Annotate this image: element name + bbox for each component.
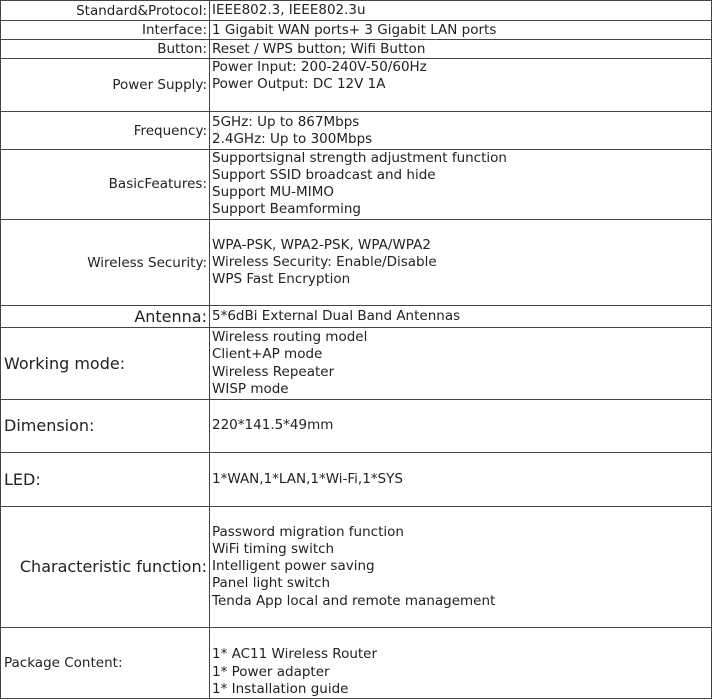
spec-value-line: WPS Fast Encryption (212, 271, 351, 288)
spec-value (210, 306, 712, 328)
spec-value (210, 112, 712, 149)
spec-value-line: Password migration function (212, 523, 404, 540)
spec-value (210, 627, 712, 698)
spec-value (210, 399, 712, 452)
spec-value (210, 149, 712, 219)
spec-row-working-mode (1, 328, 712, 399)
spec-value-line: Support SSID broadcast and hide (212, 167, 436, 184)
spec-label: Antenna: (1, 306, 210, 328)
spec-value (210, 21, 712, 40)
spec-label: Power Supply: (1, 59, 210, 112)
spec-value-line: Wireless Repeater (212, 363, 335, 380)
spec-label: Standard&Protocol: (1, 1, 210, 21)
spec-row-interface (1, 21, 712, 40)
spec-row-led (1, 452, 712, 506)
spec-label: Button: (1, 40, 210, 59)
spec-value-line: Wireless Security: Enable/Disable (212, 253, 437, 270)
spec-row-dimension (1, 399, 712, 452)
spec-value-line: IEEE802.3, IEEE802.3u (212, 1, 366, 18)
spec-value-line: 220*141.5*49mm (212, 417, 334, 434)
spec-value-line: Power Output: DC 12V 1A (212, 76, 386, 93)
spec-value (210, 452, 712, 506)
spec-value (210, 219, 712, 305)
spec-value-line: Support MU-MIMO (212, 184, 334, 201)
spec-value (210, 40, 712, 59)
spec-value-line: WISP mode (212, 380, 289, 397)
spec-value-line: 5GHz: Up to 867Mbps (212, 114, 360, 131)
spec-value (210, 507, 712, 628)
spec-label: BasicFeatures: (1, 149, 210, 219)
spec-value-line: Intelligent power saving (212, 558, 375, 575)
spec-value-line: 5*6dBi External Dual Band Antennas (212, 308, 461, 325)
spec-label: Interface: (1, 21, 210, 40)
spec-value-line: Support Beamforming (212, 201, 362, 218)
spec-value-line: Reset / WPS button; Wifi Button (212, 40, 426, 57)
spec-label: Dimension: (1, 399, 210, 452)
spec-row-standard-protocol (1, 1, 712, 21)
spec-row-characteristic-function (1, 507, 712, 628)
spec-value-line: Panel light switch (212, 575, 331, 592)
spec-value-line: 1* AC11 Wireless Router (212, 646, 378, 663)
spec-value (210, 59, 712, 112)
spec-value (210, 328, 712, 399)
spec-label: Package Content: (1, 627, 210, 698)
spec-label: Wireless Security: (1, 219, 210, 305)
spec-value-line: 1 Gigabit WAN ports+ 3 Gigabit LAN ports (212, 21, 497, 38)
spec-value-line: Tenda App local and remote management (212, 592, 496, 609)
spec-value (210, 1, 712, 21)
spec-value-line: 1*WAN,1*LAN,1*Wi-Fi,1*SYS (212, 470, 403, 487)
spec-value-line: 1* Power adapter (212, 663, 330, 680)
spec-value-line: Wireless routing model (212, 329, 368, 346)
spec-label: Characteristic function: (1, 507, 210, 628)
spec-label: Frequency: (1, 112, 210, 149)
spec-value-line: 1* Installation guide (212, 680, 349, 697)
spec-row-antenna (1, 306, 712, 328)
spec-value-line: WiFi timing switch (212, 541, 335, 558)
spec-row-wireless-security (1, 219, 712, 305)
spec-row-power-supply (1, 59, 712, 112)
spec-value-line: Client+AP mode (212, 346, 323, 363)
spec-value-line: 2.4GHz: Up to 300Mbps (212, 131, 373, 148)
spec-label: LED: (1, 452, 210, 506)
spec-row-button (1, 40, 712, 59)
spec-row-frequency (1, 112, 712, 149)
spec-value-line: WPA-PSK, WPA2-PSK, WPA/WPA2 (212, 236, 431, 253)
spec-row-package-content (1, 627, 712, 698)
spec-label: Working mode: (1, 328, 210, 399)
spec-value-line: Power Input: 200-240V-50/60Hz (212, 59, 427, 76)
spec-value-line: Supportsignal strength adjustment function (212, 149, 507, 166)
spec-row-basic-features (1, 149, 712, 219)
